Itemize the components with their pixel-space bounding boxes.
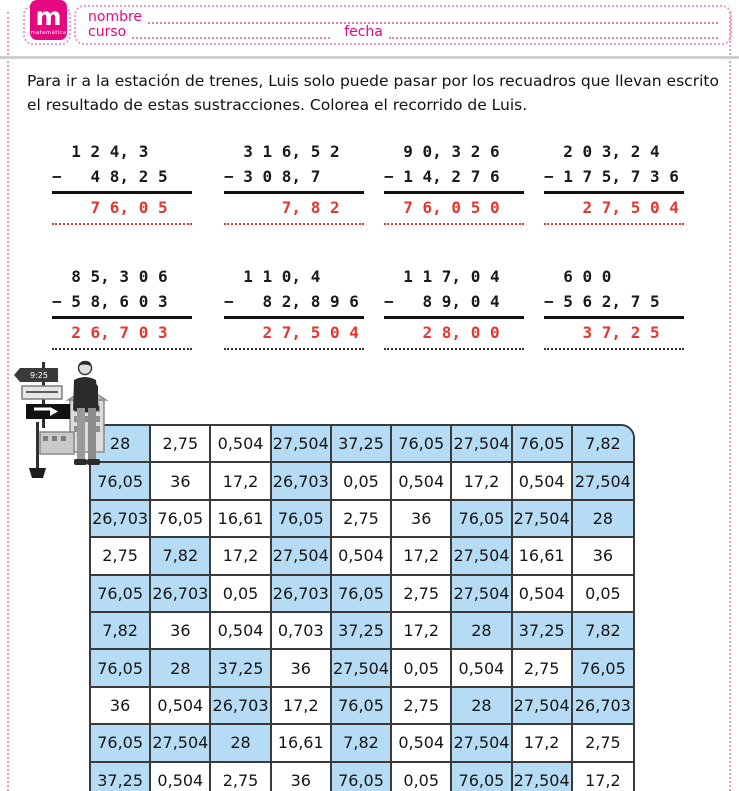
grid-cell[interactable]: 37,25: [332, 426, 392, 463]
subtrahend: − 1 4, 2 7 6: [384, 167, 500, 186]
result: 7 6, 0 5: [52, 198, 168, 217]
subtrahend: − 5 6 2, 7 5: [544, 292, 660, 311]
grid-cell[interactable]: 28: [151, 650, 211, 687]
grid-cell[interactable]: 26,703: [272, 463, 332, 500]
grid-cell[interactable]: 2,75: [91, 538, 151, 575]
grid-cell[interactable]: 7,82: [573, 613, 633, 650]
problem-7: [384, 264, 534, 350]
grid-cell[interactable]: 76,05: [151, 501, 211, 538]
grid-cell[interactable]: 27,504: [513, 763, 573, 791]
subtrahend: − 4 8, 2 5: [52, 167, 168, 186]
subtrahend: − 3 0 8, 7: [224, 167, 321, 186]
subtrahend: − 5 8, 6 0 3: [52, 292, 168, 311]
grid-cell[interactable]: 0,504: [211, 613, 271, 650]
grid-cell[interactable]: 17,2: [513, 725, 573, 762]
minuend: 8 5, 3 0 6: [52, 267, 168, 286]
answer-line: [224, 223, 364, 225]
grid-cell[interactable]: 26,703: [573, 688, 633, 725]
equals-rule: [52, 191, 192, 194]
grid-cell[interactable]: 17,2: [452, 463, 512, 500]
grid-cell[interactable]: 76,05: [272, 501, 332, 538]
grid-cell[interactable]: 76,05: [91, 725, 151, 762]
equals-rule: [544, 316, 684, 319]
grid-cell[interactable]: 0,504: [513, 463, 573, 500]
grid-cell[interactable]: 26,703: [211, 688, 271, 725]
grid-cell[interactable]: 7,82: [91, 613, 151, 650]
equals-rule: [224, 191, 364, 194]
grid-cell[interactable]: 2,75: [513, 650, 573, 687]
grid-cell[interactable]: 0,703: [272, 613, 332, 650]
grid-cell[interactable]: 27,504: [452, 538, 512, 575]
grid-cell[interactable]: 76,05: [91, 576, 151, 613]
grid-cell[interactable]: 76,05: [452, 501, 512, 538]
curso-line[interactable]: [132, 27, 330, 39]
grid-cell[interactable]: 0,504: [151, 688, 211, 725]
fecha-line[interactable]: [389, 27, 718, 39]
grid-cell[interactable]: 76,05: [452, 763, 512, 791]
grid-cell[interactable]: 76,05: [392, 426, 452, 463]
logo-letter: m: [35, 2, 62, 31]
instructions-line2: el resultado de estas sustracciones. Colorea el recorrido de Luis.: [27, 96, 528, 114]
grid-cell[interactable]: 0,05: [211, 576, 271, 613]
grid-cell[interactable]: 76,05: [332, 763, 392, 791]
problem-4: [544, 139, 694, 225]
answer-line: [52, 348, 192, 350]
grid-cell[interactable]: 27,504: [452, 576, 512, 613]
number-grid: [89, 424, 635, 791]
grid-cell[interactable]: 16,61: [272, 725, 332, 762]
minuend: 3 1 6, 5 2: [224, 142, 340, 161]
grid-cell[interactable]: 17,2: [392, 538, 452, 575]
result: 2 6, 7 0 3: [52, 323, 168, 342]
grid-cell[interactable]: 36: [392, 501, 452, 538]
grid-cell[interactable]: 17,2: [573, 763, 633, 791]
grid-cell[interactable]: 37,25: [211, 650, 271, 687]
grid-cell[interactable]: 2,75: [573, 725, 633, 762]
result: 2 7, 5 0 4: [224, 323, 359, 342]
grid-cell[interactable]: 0,05: [392, 650, 452, 687]
grid-cell[interactable]: 36: [272, 650, 332, 687]
grid-cell[interactable]: 27,504: [513, 501, 573, 538]
grid-cell[interactable]: 76,05: [513, 426, 573, 463]
subtrahend: − 1 7 5, 7 3 6: [544, 167, 679, 186]
answer-line: [52, 223, 192, 225]
grid-cell[interactable]: 0,504: [211, 426, 271, 463]
grid-cell[interactable]: 2,75: [392, 576, 452, 613]
matematica-logo: [30, 0, 67, 40]
result: 3 7, 2 5: [544, 323, 660, 342]
result: 2 8, 0 0: [384, 323, 500, 342]
nombre-line[interactable]: [148, 12, 718, 24]
result: 7 6, 0 5 0: [384, 198, 500, 217]
grid-cell[interactable]: 27,504: [452, 725, 512, 762]
grid-cell[interactable]: 2,75: [392, 688, 452, 725]
grid-cell[interactable]: 28: [452, 613, 512, 650]
grid-cell[interactable]: 7,82: [573, 426, 633, 463]
grid-cell[interactable]: 17,2: [272, 688, 332, 725]
fecha-label: fecha: [344, 24, 383, 40]
header-divider: [0, 56, 739, 59]
grid-cell[interactable]: 36: [272, 763, 332, 791]
result: 2 7, 5 0 4: [544, 198, 679, 217]
minuend: 1 2 4, 3: [52, 142, 149, 161]
nombre-label: nombre: [88, 9, 143, 25]
equals-rule: [224, 316, 364, 319]
signpost-icon: [14, 362, 70, 428]
grid-cell[interactable]: 36: [151, 613, 211, 650]
grid-cell[interactable]: 76,05: [332, 688, 392, 725]
result: 7, 8 2: [224, 198, 340, 217]
grid-cell[interactable]: 27,504: [573, 463, 633, 500]
problem-8: [544, 264, 694, 350]
grid-cell[interactable]: 36: [91, 688, 151, 725]
instructions-line1: Para ir a la estación de trenes, Luis solo puede pasar por los recuadros que llevan escrito: [27, 72, 719, 90]
problem-3: [384, 139, 534, 225]
subtrahend: − 8 9, 0 4: [384, 292, 500, 311]
equals-rule: [52, 316, 192, 319]
problem-1: [52, 139, 202, 225]
grid-cell[interactable]: 27,504: [272, 538, 332, 575]
grid-cell[interactable]: 37,25: [332, 613, 392, 650]
grid-cell[interactable]: 37,25: [91, 763, 151, 791]
grid-cell[interactable]: 16,61: [211, 501, 271, 538]
equals-rule: [384, 191, 524, 194]
minuend: 2 0 3, 2 4: [544, 142, 660, 161]
minuend: 6 0 0: [544, 267, 612, 286]
grid-cell[interactable]: 7,82: [151, 538, 211, 575]
grid-cell[interactable]: 0,05: [332, 463, 392, 500]
grid-cell[interactable]: 76,05: [332, 576, 392, 613]
grid-cell[interactable]: 0,504: [392, 725, 452, 762]
grid-cell[interactable]: 27,504: [151, 725, 211, 762]
minuend: 1 1 0, 4: [224, 267, 321, 286]
grid-cell[interactable]: 0,504: [332, 538, 392, 575]
grid-cell[interactable]: 7,82: [332, 725, 392, 762]
equals-rule: [384, 316, 524, 319]
answer-line: [544, 223, 684, 225]
svg-text:9:25: 9:25: [30, 371, 48, 380]
page-border-left: [7, 12, 9, 791]
grid-cell[interactable]: 36: [573, 538, 633, 575]
grid-cell[interactable]: 17,2: [392, 613, 452, 650]
curso-label: curso: [88, 24, 127, 40]
grid-cell[interactable]: 27,504: [513, 688, 573, 725]
grid-cell[interactable]: 27,504: [332, 650, 392, 687]
grid-cell[interactable]: 17,2: [211, 538, 271, 575]
grid-cell[interactable]: 37,25: [513, 613, 573, 650]
grid-cell[interactable]: 26,703: [272, 576, 332, 613]
grid-cell[interactable]: 36: [151, 463, 211, 500]
student-info-box: [74, 5, 732, 45]
grid-cell[interactable]: 0,05: [573, 576, 633, 613]
page-border-right: [729, 12, 731, 791]
problem-6: [224, 264, 374, 350]
logo-subtitle: matemática: [30, 30, 67, 36]
grid-cell[interactable]: 27,504: [272, 426, 332, 463]
grid-cell[interactable]: 28: [573, 501, 633, 538]
answer-line: [384, 223, 524, 225]
grid-cell[interactable]: 26,703: [151, 576, 211, 613]
grid-cell[interactable]: 28: [211, 725, 271, 762]
grid-cell[interactable]: 0,504: [513, 576, 573, 613]
grid-cell[interactable]: 27,504: [452, 426, 512, 463]
answer-line: [384, 348, 524, 350]
grid-cell[interactable]: 76,05: [573, 650, 633, 687]
instructions-text: [27, 69, 729, 117]
grid-cell[interactable]: 28: [91, 426, 151, 463]
answer-line: [224, 348, 364, 350]
grid-cell[interactable]: 0,504: [151, 763, 211, 791]
equals-rule: [544, 191, 684, 194]
grid-cell[interactable]: 2,75: [151, 426, 211, 463]
grid-cell[interactable]: 0,504: [452, 650, 512, 687]
grid-cell[interactable]: 26,703: [91, 501, 151, 538]
grid-cell[interactable]: 16,61: [513, 538, 573, 575]
grid-cell[interactable]: 17,2: [211, 463, 271, 500]
grid-cell[interactable]: 0,504: [392, 463, 452, 500]
subtrahend: − 8 2, 8 9 6: [224, 292, 359, 311]
grid-cell[interactable]: 76,05: [91, 463, 151, 500]
grid-cell[interactable]: 0,05: [392, 763, 452, 791]
grid-cell[interactable]: 2,75: [211, 763, 271, 791]
minuend: 1 1 7, 0 4: [384, 267, 500, 286]
minuend: 9 0, 3 2 6: [384, 142, 500, 161]
answer-line: [544, 348, 684, 350]
problem-5: [52, 264, 202, 350]
problem-2: [224, 139, 374, 225]
grid-cell[interactable]: 28: [452, 688, 512, 725]
grid-cell[interactable]: 2,75: [332, 501, 392, 538]
grid-cell[interactable]: 76,05: [91, 650, 151, 687]
luis-illustration: [12, 356, 118, 482]
